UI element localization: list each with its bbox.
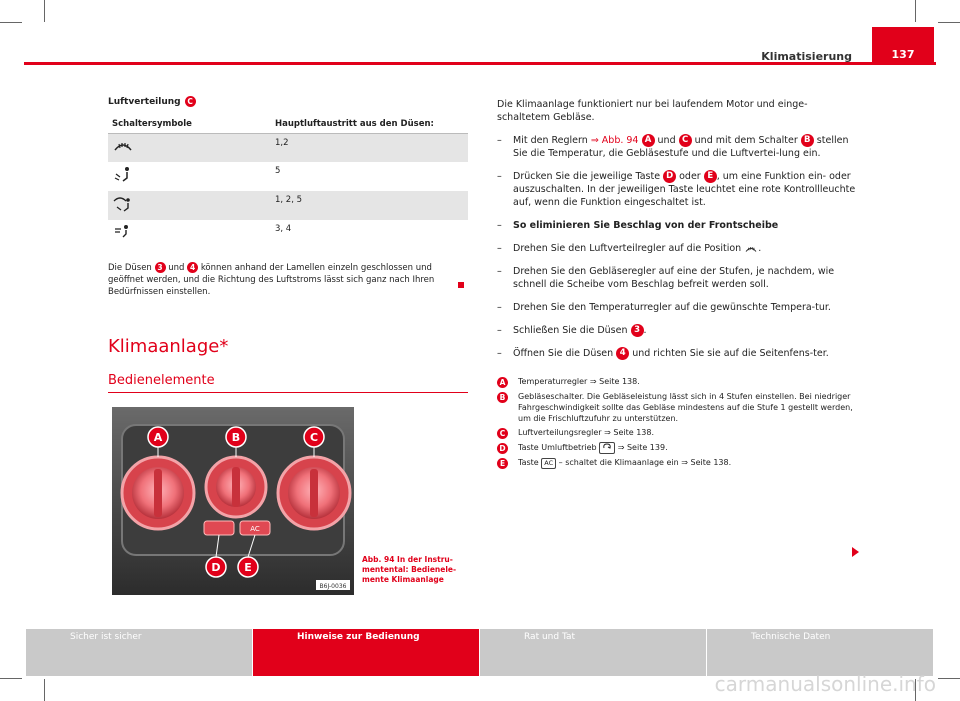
tab-technische-daten[interactable]: Technische Daten — [707, 629, 933, 676]
note-text: können anhand der Lamellen einzeln geschlossen und geöffnet werden, und die Richtung des Luftstroms lässt sich ganz nach Ihren Bedürfnissen einstellen. — [108, 263, 435, 297]
text: Drehen Sie den Luftverteilregler auf die Position — [513, 243, 742, 254]
luftverteilung-heading — [108, 96, 468, 107]
table-row — [108, 191, 468, 220]
legend-text: Taste Umluftbetrieb — [518, 443, 597, 452]
note-text: und — [168, 263, 185, 273]
face-airflow-icon — [108, 220, 271, 248]
legend-text: Taste — [518, 458, 539, 467]
table-header: Schaltersymbole — [108, 115, 271, 134]
air-distribution-table — [108, 115, 468, 248]
ref-badge-d: D — [663, 170, 676, 183]
page-number-box — [872, 27, 934, 65]
figure-94 — [108, 407, 468, 597]
legend-item — [497, 457, 857, 469]
legend-text: Gebläseschalter. Die Gebläseleistung lässt sich in 4 Stufen einstellen. Bei niedriger Fahrgeschwindigkeit sollte das Gebläse mindestens auf die Stufe 1 gestellt werden, um die Frischluftzufuhr zu unterstützen. — [518, 392, 853, 423]
crop-mark — [44, 679, 45, 701]
callout-e — [238, 557, 258, 577]
text: Drücken Sie die jeweilige Taste — [513, 171, 664, 182]
list-dash: – — [497, 325, 502, 336]
text: und richten Sie sie auf die Seitenfens-ter. — [632, 348, 829, 359]
ref-badge-3: 3 — [631, 324, 644, 337]
list-item — [497, 265, 857, 291]
defrost-feet-icon — [108, 191, 271, 220]
climate-control-photo — [112, 407, 354, 595]
legend-text: Temperaturregler ⇒ Seite 138. — [518, 377, 640, 386]
tab-hinweise-zur-bedienung[interactable]: Hinweise zur Bedienung — [253, 629, 479, 676]
windshield-defrost-icon — [108, 134, 271, 163]
text: Drehen Sie den Gebläseregler auf eine der Stufen, je nachdem, wie schnell die Scheibe vom Beschlag befreit werden soll. — [513, 266, 835, 290]
text: oder — [676, 171, 704, 182]
subsection-title: Bedienelemente — [108, 373, 215, 388]
list-dash: – — [497, 171, 502, 182]
list-dash: – — [497, 348, 502, 359]
ref-badge-a: A — [642, 134, 655, 147]
legend-key: D — [497, 443, 508, 454]
list-item: – Drehen Sie den Luftverteilregler auf die Position . — [497, 243, 762, 254]
legend-text: ⇒ Seite 139. — [617, 443, 668, 452]
list-item: – Schließen Sie die Düsen 3 . — [497, 325, 647, 336]
text: Öffnen Sie die Düsen — [513, 348, 614, 359]
legend-item — [497, 427, 857, 439]
callout-c — [304, 427, 324, 447]
list-dash: – — [497, 302, 502, 313]
ac-button-label: AC — [250, 525, 260, 533]
list-item — [497, 301, 857, 314]
svg-text:C: C — [309, 431, 319, 444]
callout-a — [148, 427, 168, 447]
ref-badge-3: 3 — [155, 262, 166, 273]
ref-badge-b: B — [801, 134, 814, 147]
list-dash: – — [497, 266, 502, 277]
figure-caption: Abb. 94 In der Instru-mentental: Bedienele-mente Klimaanlage — [362, 555, 457, 584]
right-column — [497, 98, 857, 472]
text: Mit den Reglern — [513, 135, 591, 146]
list-item — [497, 219, 857, 232]
legend-item — [497, 442, 857, 454]
legend-key: E — [497, 458, 508, 469]
text: Schließen Sie die Düsen — [513, 325, 628, 336]
table-cell: 5 — [275, 166, 281, 176]
crop-mark — [915, 0, 916, 22]
page-number: 137 — [891, 48, 915, 61]
ref-badge-c: C — [185, 96, 196, 107]
ref-badge-4: 4 — [187, 262, 198, 273]
footer-tabs — [26, 629, 934, 676]
list-dash: – — [497, 243, 502, 254]
subsection-rule — [108, 392, 468, 393]
tab-rat-und-tat[interactable]: Rat und Tat — [480, 629, 706, 676]
text: Drehen Sie den Temperaturregler auf die gewünschte Tempera-tur. — [513, 302, 831, 313]
crop-mark — [938, 678, 960, 679]
crop-mark — [0, 678, 22, 679]
list-item — [497, 347, 857, 360]
left-column — [108, 96, 468, 597]
svg-text:A: A — [153, 431, 163, 444]
table-header: Hauptluftaustritt aus den Düsen: — [271, 115, 468, 134]
intro-text: Die Klimaanlage funktioniert nur bei laufendem Motor und einge-schaltetem Gebläse. — [497, 99, 808, 123]
table-cell: 1, 2, 5 — [271, 191, 468, 220]
legend-key: C — [497, 428, 508, 439]
list-dash: – — [497, 220, 502, 231]
recirculation-icon — [599, 442, 615, 454]
figure-code: B6J-0036 — [319, 583, 347, 590]
text: und mit dem Schalter — [691, 135, 801, 146]
ac-key-label: AC — [541, 458, 556, 469]
table-row — [108, 162, 468, 191]
list-dash: – — [497, 135, 502, 146]
svg-text:B: B — [231, 431, 241, 444]
text: , um eine Funktion ein- oder auszuschalten. In der jeweiligen Taste leuchtet eine rote Kontrollleuchte auf, wenn die Funktion eingeschaltet ist. — [513, 171, 856, 208]
table-cell: 1,2 — [271, 134, 468, 163]
note-text: Die Düsen — [108, 263, 152, 273]
watermark: carmanualsonline.info — [714, 672, 936, 696]
nozzle-note — [108, 262, 468, 298]
section-title: Klimaanlage* — [108, 336, 229, 357]
list-item — [497, 170, 857, 209]
text: und — [654, 135, 679, 146]
callout-d — [206, 557, 226, 577]
crop-mark — [938, 22, 960, 23]
text: stellen Sie die Temperatur, die Gebläsestufe und die Luftvertei-lung ein. — [513, 135, 849, 159]
legend-key: B — [497, 392, 508, 403]
legend-item — [497, 391, 857, 424]
subheading: So eliminieren Sie Beschlag von der Frontscheibe — [513, 220, 779, 231]
svg-text:E: E — [244, 561, 252, 574]
legend-text: Luftverteilungsregler ⇒ Seite 138. — [518, 428, 655, 437]
ref-badge-c: C — [679, 134, 692, 147]
feet-airflow-icon — [108, 162, 271, 191]
figure-legend — [497, 376, 857, 469]
list-item — [497, 134, 857, 160]
callout-b — [226, 427, 246, 447]
svg-text:D: D — [211, 561, 221, 574]
table-cell: 3, 4 — [275, 224, 292, 234]
chapter-title: Klimatisierung — [761, 50, 852, 63]
table-row — [108, 134, 468, 163]
crop-mark — [0, 22, 22, 23]
luftverteilung-title: Luftverteilung — [108, 96, 181, 107]
table-row — [108, 220, 468, 248]
section-end-marker — [458, 282, 464, 288]
ref-badge-4: 4 — [616, 347, 629, 360]
tab-sicher-ist-sicher[interactable]: Sicher ist sicher — [26, 629, 252, 676]
figure-link[interactable]: ⇒ Abb. 94 — [590, 135, 639, 146]
legend-item — [497, 376, 857, 388]
legend-text: – schaltet die Klimaanlage ein ⇒ Seite 138. — [558, 458, 732, 467]
windshield-defrost-icon — [744, 244, 758, 254]
ref-badge-e: E — [704, 170, 717, 183]
crop-mark — [44, 0, 45, 22]
continue-arrow-icon — [852, 547, 859, 557]
legend-key: A — [497, 377, 508, 388]
